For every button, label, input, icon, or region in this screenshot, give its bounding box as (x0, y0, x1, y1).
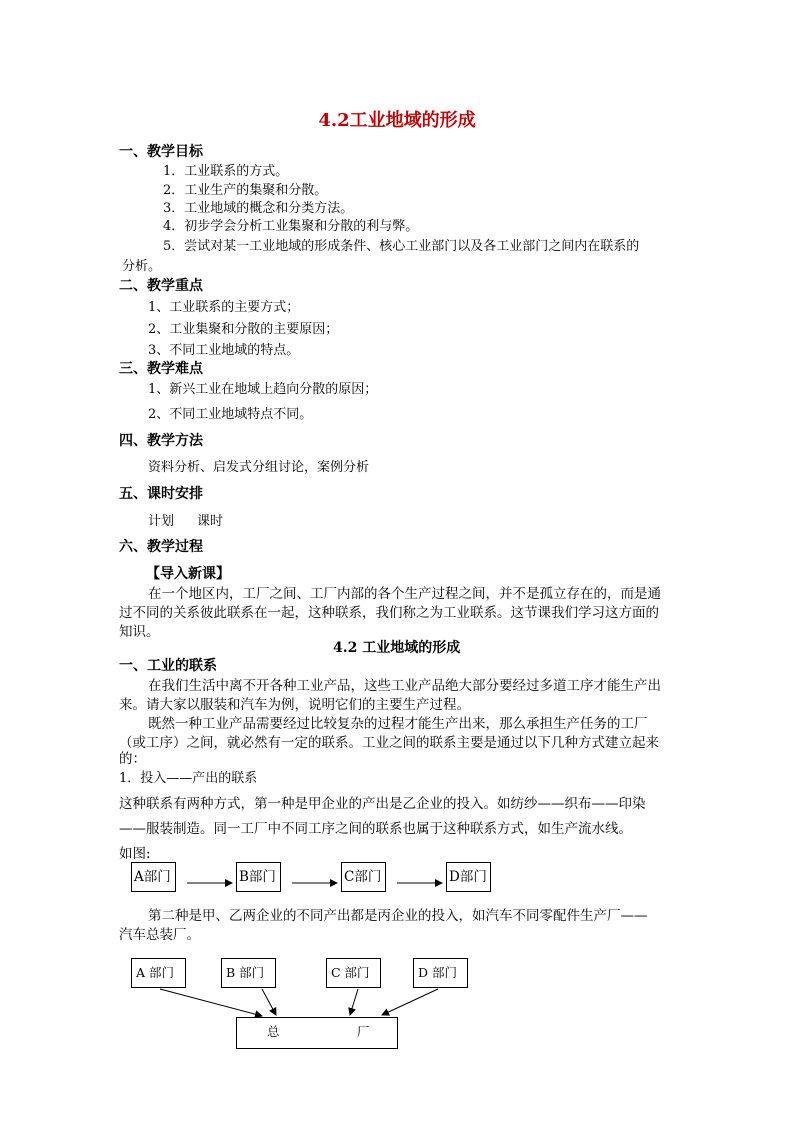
body-line: 在我们生活中离不开各种工业产品，这些工业产品绝大部分要经过多道工序才能生产出 (148, 678, 661, 694)
key-point-item: 3、不同工业地域的特点。 (148, 343, 300, 358)
difficulty-item: 2、不同工业地域特点不同。 (148, 407, 313, 422)
assembly-box-c (326, 958, 381, 988)
assembly-box-label: A 部门 (136, 965, 175, 980)
assembly-box-label: B 部门 (226, 965, 265, 980)
body-line: 这种联系有两种方式，第一种是甲企业的产出是乙企业的投入。如纺纱——织布——印染 (119, 796, 646, 812)
chain-box-label: B部门 (239, 869, 276, 885)
intro-line: 过不同的关系彼此联系在一起，这种联系，我们称之为工业联系。这节课我们学习这方面的 (119, 605, 659, 621)
key-point-item: 2、工业集聚和分散的主要原因； (148, 322, 339, 337)
page-title: 4.2工业地域的形成 (318, 110, 476, 131)
section-heading-key-points: 二、教学重点 (119, 278, 203, 294)
section-heading-schedule: 五、课时安排 (119, 486, 203, 502)
section-heading-method: 四、教学方法 (119, 433, 203, 449)
assembly-target-box (236, 1017, 398, 1049)
item-heading-input-output: 1．投入——产出的联系 (119, 771, 258, 786)
assembly-arrow (160, 989, 262, 1016)
chain-box-label: A部门 (134, 869, 171, 885)
section-heading-process: 六、教学过程 (119, 539, 203, 555)
goal-item: 5．尝试对某一工业地域的形成条件、核心工业部门以及各工业部门之间内在联系的 (163, 239, 640, 254)
goal-item-continued: 分析。 (122, 259, 162, 274)
difficulty-item: 1、新兴工业在地域上趋向分散的原因； (148, 382, 378, 397)
body-line: 的： (119, 751, 146, 767)
schedule-unit: 课时 (197, 514, 224, 529)
assembly-box-a (131, 958, 186, 988)
method-text: 资料分析、启发式分组讨论，案例分析 (148, 460, 370, 475)
assembly-target-left: 总 (267, 1024, 280, 1039)
figure-label: 如图: (119, 846, 151, 862)
assembly-box-b (221, 958, 276, 988)
body-line: 第二种是甲、乙两企业的不同产出都是丙企业的投入，如汽车不同零配件生产厂—— (148, 908, 648, 924)
assembly-box-label: C 部门 (331, 965, 370, 980)
chain-box-label: C部门 (344, 869, 382, 885)
assembly-box-label: D 部门 (418, 965, 457, 980)
section-heading-difficulties: 三、教学难点 (119, 361, 203, 377)
intro-line: 知识。 (119, 624, 160, 640)
intro-line: 在一个地区内，工厂之间、工厂内部的各个生产过程之间，并不是孤立存在的，而是通 (148, 586, 661, 602)
goal-item: 2．工业生产的集聚和分散。 (163, 183, 328, 198)
assembly-arrow (350, 989, 358, 1015)
body-line: （或工序）之间，就必然有一定的联系。工业之间的联系主要是通过以下几种方式建立起来 (119, 735, 659, 751)
chain-box-label: D部门 (449, 869, 487, 885)
body-line: 既然一种工业产品需要经过比较复杂的过程才能生产出来，那么承担生产任务的工厂 (148, 716, 648, 732)
section-heading-goals: 一、教学目标 (119, 144, 203, 160)
body-line: 汽车总装厂。 (119, 927, 200, 943)
goal-item: 3．工业地域的概念和分类方法。 (163, 201, 354, 216)
schedule-plan: 计划 (148, 514, 175, 529)
body-line: 来。请大家以服装和汽车为例，说明它们的主要生产过程。 (119, 697, 470, 713)
assembly-arrow (262, 989, 276, 1015)
part-heading-industrial-links: 一、工业的联系 (119, 658, 217, 674)
intro-label: 【导入新课】 (146, 566, 230, 582)
key-point-item: 1、工业联系的主要方式； (148, 300, 300, 315)
assembly-arrow (382, 989, 438, 1015)
section-subtitle: 4.2 工业地域的形成 (333, 640, 461, 656)
goal-item: 1．工业联系的方式。 (163, 164, 289, 179)
assembly-box-d (413, 958, 468, 988)
assembly-target-right: 厂 (357, 1024, 370, 1039)
body-line: ——服装制造。同一工厂中不同工序之间的联系也属于这种联系方式，如生产流水线。 (119, 821, 632, 837)
goal-item: 4．初步学会分析工业集聚和分散的利与弊。 (163, 219, 419, 234)
